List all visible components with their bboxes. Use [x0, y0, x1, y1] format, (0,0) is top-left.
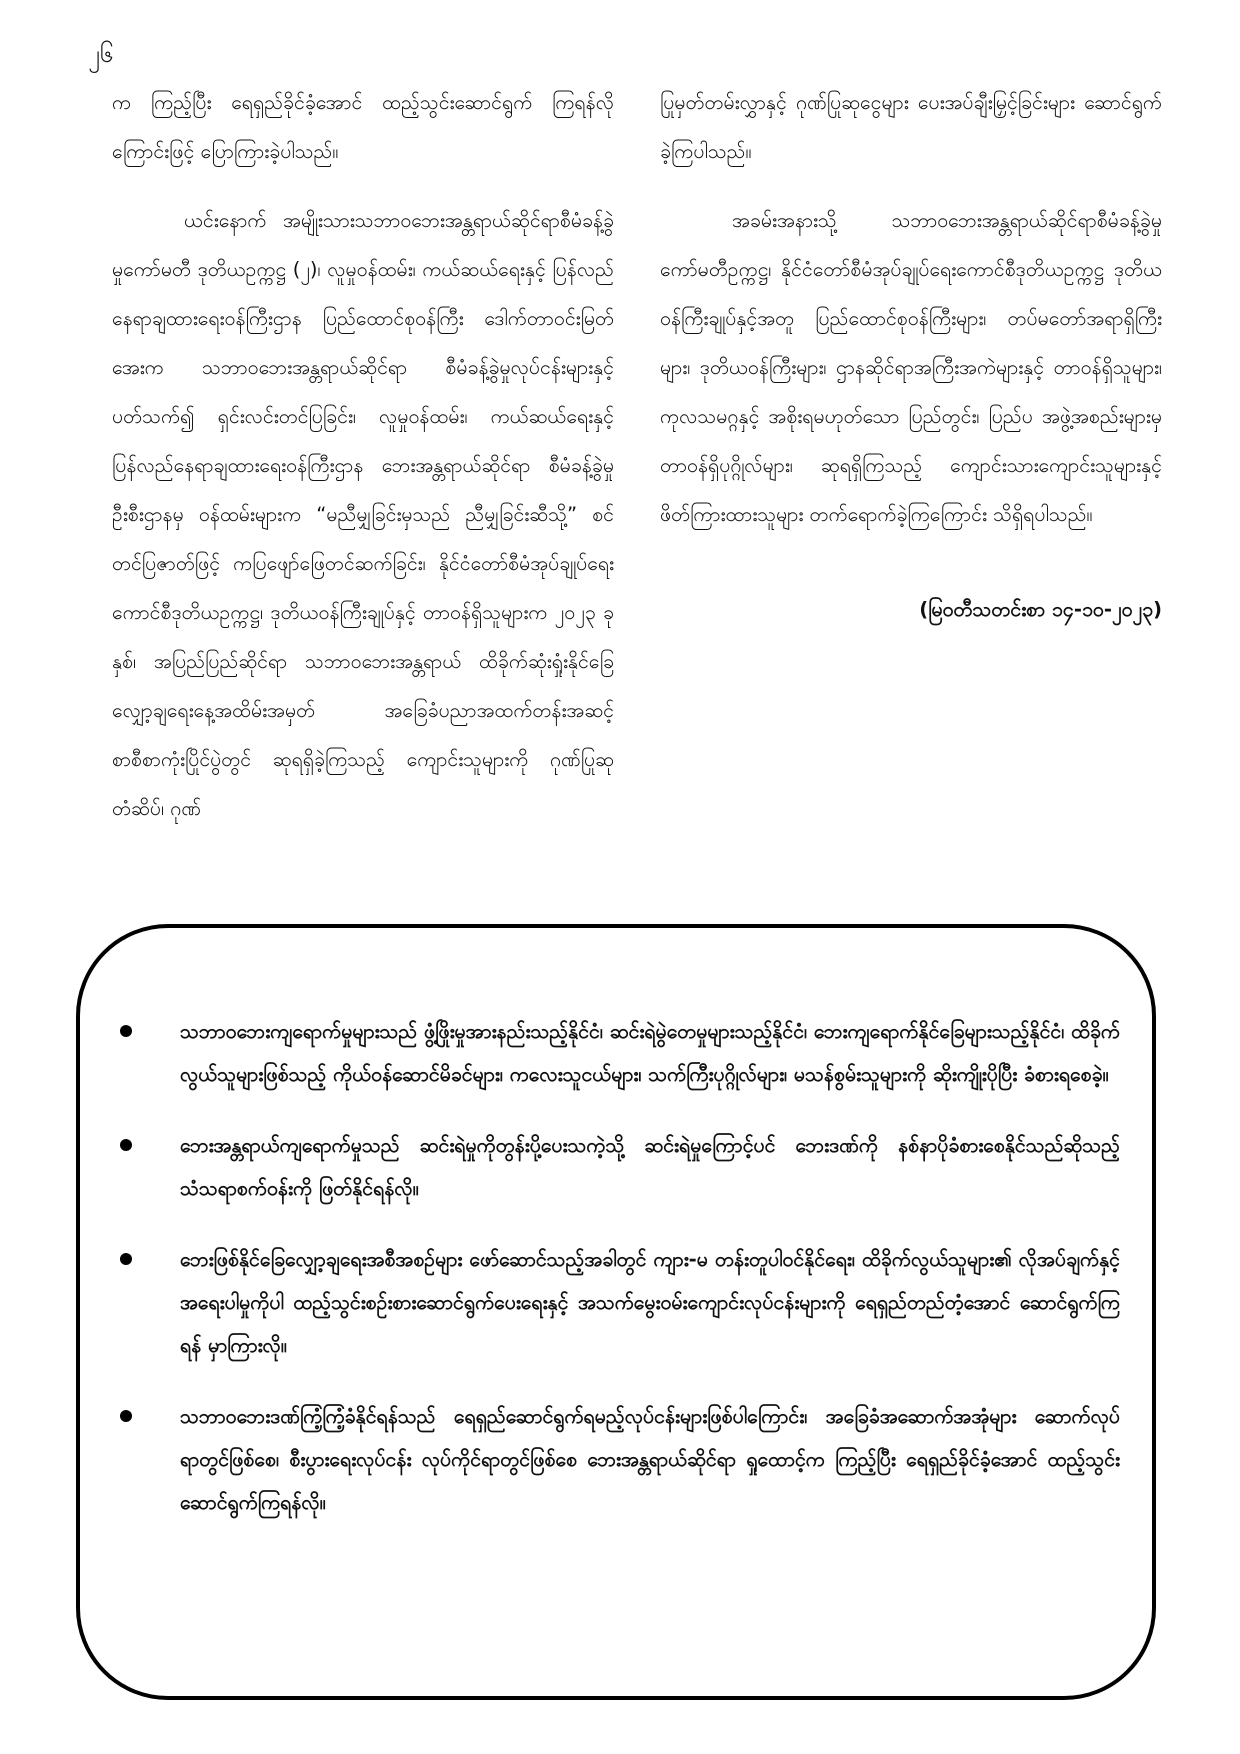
summary-item: [120, 1124, 1120, 1210]
right-column: [660, 78, 1162, 634]
summary-item-text: ဘေးအန္တရာယ်ကျရောက်မှုသည် ဆင်းရဲမှုကိုတွန်းပို့ပေးသကဲ့သို့ ဆင်းရဲမှုကြောင့်ပင် ဘေးဒဏ်ကို နစ်နာပိုခံစားစေနိုင်သည်ဆိုသည့် သံသရာစက်ဝန်းကို ဖြတ်နိုင်ရန်လို။: [180, 1134, 1120, 1200]
summary-box: [76, 924, 1156, 1700]
summary-item: [120, 1010, 1120, 1096]
summary-item-text: သဘာဝဘေးဒဏ်ကြံ့ကြံ့ခံနိုင်ရန်သည် ရေရှည်ဆောင်ရွက်ရမည့်လုပ်ငန်းများဖြစ်ပါကြောင်း၊ အခြေခံအဆောက်အအုံများ ဆောက်လုပ်ရာတွင်ဖြစ်စေ၊ စီးပွားရေးလုပ်ငန်း လုပ်ကိုင်ရာတွင်ဖြစ်စေ ဘေးအန္တရာယ်ဆိုင်ရာ ရှုထောင့်က ကြည့်ပြီး ရေရှည်ခိုင်ခံ့အောင် ထည့်သွင်းဆောင်ရွက်ကြရန်လို။: [180, 1405, 1120, 1514]
summary-list: [120, 1010, 1120, 1552]
right-paragraph-1: ပြုမှတ်တမ်းလွှာနှင့် ဂုဏ်ပြုဆုငွေများ ပေးအပ်ချီးမြှင့်ခြင်းများ ဆောင်ရွက်ခဲ့ကြပါသည်။: [660, 91, 1162, 163]
article-body: [112, 78, 1162, 898]
bullet-icon: [120, 1025, 132, 1037]
right-paragraph-2: အခမ်းအနားသို့ သဘာဝဘေးအန္တရာယ်ဆိုင်ရာစီမံခန့်ခွဲမှုကော်မတီဥက္ကဋ္ဌ၊ နိုင်ငံတော်စီမံအုပ်ချုပ်ရေးကောင်စီဒုတိယဥက္ကဋ္ဌ ဒုတိယဝန်ကြီးချုပ်နှင့်အတူ ပြည်ထောင်စုဝန်ကြီးများ၊ တပ်မတော်အရာရှိကြီးများ၊ ဒုတိယဝန်ကြီးများ၊ ဌာနဆိုင်ရာအကြီးအကဲများနှင့် တာဝန်ရှိသူများ၊ ကုလသမဂ္ဂနှင့် အစိုးရမဟုတ်သော ပြည်တွင်း၊ ပြည်ပ အဖွဲ့အစည်းများမှ တာဝန်ရှိပုဂ္ဂိုလ်များ၊ ဆုရရှိကြသည့် ကျောင်းသားကျောင်းသူများနှင့် ဖိတ်ကြားထားသူများ တက်ရောက်ခဲ့ကြကြောင်း သိရှိရပါသည်။: [660, 209, 1162, 526]
left-paragraph-2: ယင်းနောက် အမျိုးသားသဘာဝဘေးအန္တရာယ်ဆိုင်ရာစီမံခန့်ခွဲမှုကော်မတီ ဒုတိယဥက္ကဋ္ဌ (၂)၊ လူမှုဝန်ထမ်း၊ ကယ်ဆယ်ရေးနှင့် ပြန်လည်နေရာချထားရေးဝန်ကြီးဌာန ပြည်ထောင်စုဝန်ကြီး ဒေါက်တာဝင်းမြတ်အေးက သဘာဝဘေးအန္တရာယ်ဆိုင်ရာ စီမံခန့်ခွဲမှုလုပ်ငန်းများနှင့်ပတ်သက်၍ ရှင်းလင်းတင်ပြခြင်း၊ လူမှုဝန်ထမ်း၊ ကယ်ဆယ်ရေးနှင့် ပြန်လည်နေရာချထားရေးဝန်ကြီးဌာန ဘေးအန္တရာယ်ဆိုင်ရာ စီမံခန့်ခွဲမှုဦးစီးဌာနမှ ဝန်ထမ်းများက “မညီမျှခြင်းမှသည် ညီမျှခြင်းဆီသို့” စင်တင်ပြဇာတ်ဖြင့် ကပြဖျော်ဖြေတင်ဆက်ခြင်း၊ နိုင်ငံတော်စီမံအုပ်ချုပ်ရေးကောင်စီဒုတိယဥက္ကဋ္ဌ၊ ဒုတိယဝန်ကြီးချုပ်နှင့် တာဝန်ရှိသူများက ၂၀၂၃ ခုနှစ်၊ အပြည်ပြည်ဆိုင်ရာ သဘာဝဘေးအန္တရာယ် ထိခိုက်ဆုံးရှုံးနိုင်ခြေလျှော့ချရေးနေ့အထိမ်းအမှတ် အခြေခံပညာအထက်တန်းအဆင့် စာစီစာကုံးပြိုင်ပွဲတွင် ဆုရရှိခဲ့ကြသည့် ကျောင်းသူများကို ဂုဏ်ပြုဆုတံဆိပ်၊ ဂုဏ်: [112, 209, 614, 820]
summary-item: [120, 1238, 1120, 1367]
bullet-icon: [120, 1253, 132, 1265]
summary-item-text: ဘေးဖြစ်နိုင်ခြေလျှော့ချရေးအစီအစဉ်များ ဖော်ဆောင်သည့်အခါတွင် ကျား-မ တန်းတူပါဝင်နိုင်ရေး၊ ထိခိုက်လွယ်သူများ၏ လိုအပ်ချက်နှင့် အရေးပါမှုကိုပါ ထည့်သွင်းစဉ်းစားဆောင်ရွက်ပေးရေးနှင့် အသက်မွေးဝမ်းကျောင်းလုပ်ငန်းများကို ရေရှည်တည်တံ့အောင် ဆောင်ရွက်ကြရန် မှာကြားလို။: [180, 1248, 1120, 1357]
left-column: [112, 78, 614, 853]
page-number: ၂၆: [88, 40, 114, 68]
bullet-icon: [120, 1410, 132, 1422]
summary-item-text: သဘာဝဘေးကျရောက်မှုများသည် ဖွံ့ဖြိုးမှုအားနည်းသည့်နိုင်ငံ၊ ဆင်းရဲမွဲတေမှုများသည့်နိုင်ငံ၊ ဘေးကျရောက်နိုင်ခြေများသည့်နိုင်ငံ၊ ထိခိုက်လွယ်သူများဖြစ်သည့် ကိုယ်ဝန်ဆောင်မိခင်များ၊ ကလေးသူငယ်များ၊ သက်ကြီးပုဂ္ဂိုလ်များ၊ မသန်စွမ်းသူများကို ဆိုးကျိုးပိုပြီး ခံစားရစေခဲ့။: [180, 1020, 1120, 1086]
bullet-icon: [120, 1139, 132, 1151]
summary-item: [120, 1395, 1120, 1524]
left-paragraph-1: က ကြည့်ပြီး ရေရှည်ခိုင်ခံ့အောင် ထည့်သွင်းဆောင်ရွက် ကြရန်လိုကြောင်းဖြင့် ပြောကြားခဲ့ပါသည်။: [112, 91, 614, 163]
source-citation: (မြဝတီသတင်းစာ ၁၄-၁၀-၂၀၂၃): [919, 598, 1162, 621]
